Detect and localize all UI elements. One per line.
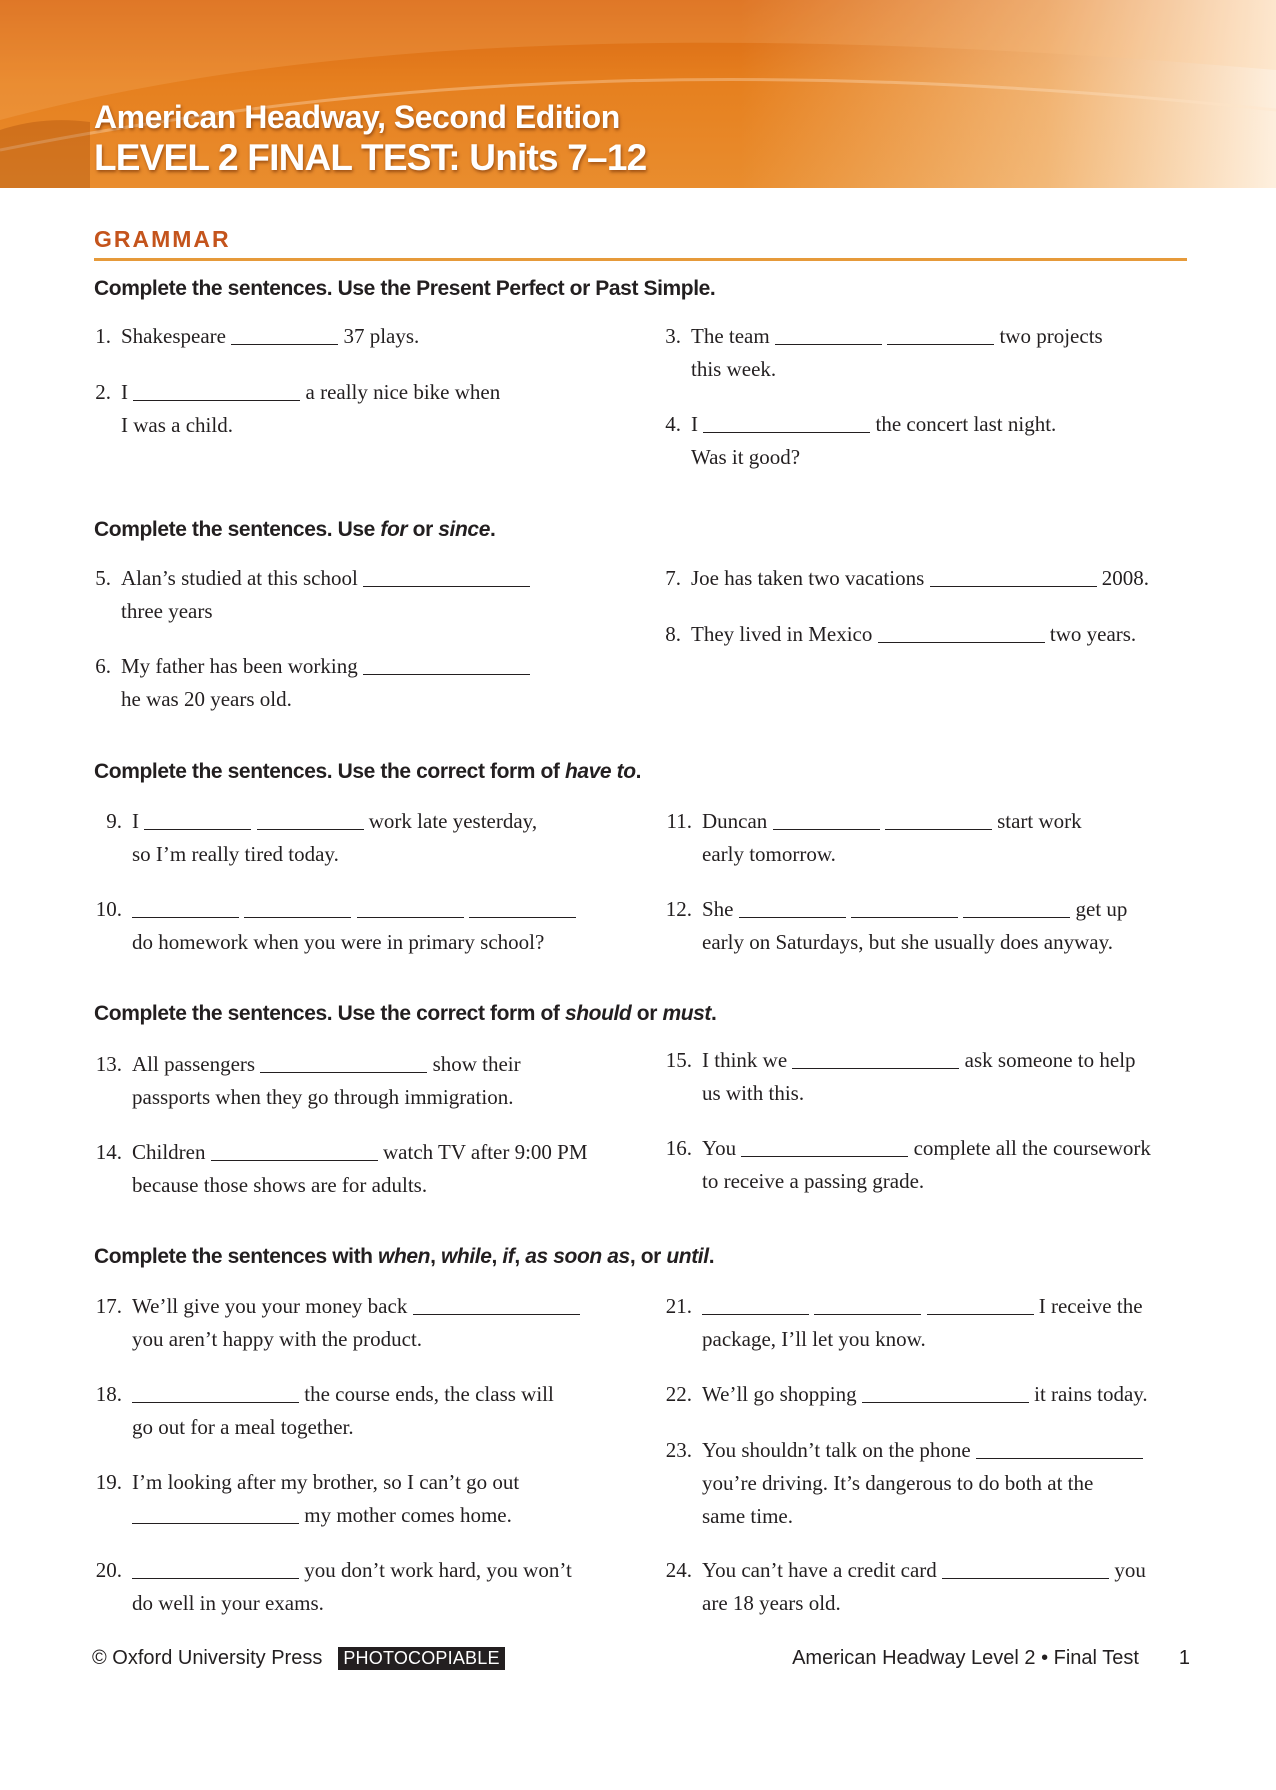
header-banner [0,0,1276,188]
page-number: 1 [1178,1647,1190,1669]
answer-blank[interactable] [132,916,239,918]
answer-blank[interactable] [775,343,882,345]
question-number: 7. [665,566,681,590]
answer-blank[interactable] [211,1159,378,1161]
question-18: 18. the course ends, the class will go out for a meal together. [94,1378,554,1444]
question-number: 24. [665,1558,692,1582]
answer-blank[interactable] [702,1313,809,1315]
header-title: American Headway, Second Edition [94,99,620,135]
question-number: 18. [95,1382,122,1406]
footer-right [792,1647,1190,1670]
answer-blank[interactable] [942,1577,1109,1579]
answer-blank[interactable] [887,343,994,345]
instruction-conjunctions: Complete the sentences with when, while, if, as soon as, or until. [94,1245,715,1268]
copyright-text: © Oxford University Press [92,1647,323,1669]
question-number: 5. [95,566,111,590]
answer-blank[interactable] [792,1067,959,1069]
answer-blank[interactable] [862,1401,1029,1403]
question-16: 16. You complete all the coursework to receive a passing grade. [664,1132,1151,1198]
question-14: 14. Children watch TV after 9:00 PM because those shows are for adults. [94,1136,588,1202]
question-7: 7. Joe has taken two vacations 2008. [664,562,1149,595]
answer-blank[interactable] [930,585,1097,587]
question-number: 10. [95,897,122,921]
question-number: 21. [665,1294,692,1318]
question-12: 12. She get up early on Saturdays, but she usually does anyway. [664,893,1127,959]
question-number: 6. [95,654,111,678]
answer-blank[interactable] [814,1313,921,1315]
question-15: 15. I think we ask someone to help us with this. [664,1044,1136,1110]
answer-blank[interactable] [244,916,351,918]
answer-blank[interactable] [231,343,338,345]
answer-blank[interactable] [132,1522,299,1524]
answer-blank[interactable] [927,1313,1034,1315]
question-9: 9. I work late yesterday, so I’m really tired today. [94,805,537,871]
question-number: 9. [106,809,122,833]
question-number: 22. [665,1382,692,1406]
answer-blank[interactable] [963,916,1070,918]
answer-blank[interactable] [133,399,300,401]
question-20: 20. you don’t work hard, you won’t do well in your exams. [94,1554,572,1620]
answer-blank[interactable] [363,585,530,587]
instruction-should-must: Complete the sentences. Use the correct form of should or must. [94,1002,717,1025]
question-number: 14. [95,1140,122,1164]
question-21: 21. I receive the package, I’ll let you know. [664,1290,1143,1356]
answer-blank[interactable] [878,641,1045,643]
question-6: 6. My father has been working he was 20 years old. [94,650,530,716]
answer-blank[interactable] [144,828,251,830]
question-number: 20. [95,1558,122,1582]
question-number: 1. [95,324,111,348]
answer-blank[interactable] [885,828,992,830]
answer-blank[interactable] [739,916,846,918]
question-11: 11. Duncan start work early tomorrow. [664,805,1082,871]
answer-blank[interactable] [132,1577,299,1579]
answer-blank[interactable] [257,828,364,830]
answer-blank[interactable] [773,828,880,830]
answer-blank[interactable] [413,1313,580,1315]
answer-blank[interactable] [132,1401,299,1403]
question-number: 16. [665,1136,692,1160]
question-number: 12. [665,897,692,921]
answer-blank[interactable] [363,673,530,675]
question-8: 8. They lived in Mexico two years. [664,618,1136,651]
question-19: 19. I’m looking after my brother, so I can’t go out my mother comes home. [94,1466,519,1532]
answer-blank[interactable] [703,431,870,433]
instruction-for-since: Complete the sentences. Use for or since. [94,518,496,541]
section-divider [94,258,1187,261]
instruction-have-to: Complete the sentences. Use the correct form of have to. [94,760,642,783]
question-4: 4. I the concert last night. Was it good? [664,408,1056,474]
question-2: 2. I a really nice bike when I was a child. [94,376,500,442]
question-3: 3. The team two projects this week. [664,320,1103,386]
question-number: 13. [95,1052,122,1076]
photocopiable-badge: PHOTOCOPIABLE [338,1647,504,1670]
question-5: 5. Alan’s studied at this school three years [94,562,530,628]
question-number: 15. [665,1048,692,1072]
question-number: 8. [665,622,681,646]
question-13: 13. All passengers show their passports when they go through immigration. [94,1048,521,1114]
question-1: 1. Shakespeare 37 plays. [94,320,419,353]
question-number: 11. [666,809,692,833]
question-24: 24. You can’t have a credit card you are 18 years old. [664,1554,1146,1620]
question-10: 10. do homework when you were in primary school? [94,893,576,959]
answer-blank[interactable] [357,916,464,918]
question-number: 19. [95,1470,122,1494]
header-subtitle: LEVEL 2 FINAL TEST: Units 7–12 [94,137,647,178]
question-number: 23. [665,1438,692,1462]
answer-blank[interactable] [469,916,576,918]
question-23: 23. You shouldn’t talk on the phone you’re driving. It’s dangerous to do both at the same time. [664,1434,1143,1533]
footer-left [92,1647,505,1670]
answer-blank[interactable] [851,916,958,918]
instruction-present-perfect: Complete the sentences. Use the Present Perfect or Past Simple. [94,277,716,300]
answer-blank[interactable] [260,1071,427,1073]
question-22: 22. We’ll go shopping it rains today. [664,1378,1148,1411]
answer-blank[interactable] [741,1155,908,1157]
question-number: 3. [665,324,681,348]
answer-blank[interactable] [976,1457,1143,1459]
question-number: 17. [95,1294,122,1318]
question-17: 17. We’ll give you your money back you aren’t happy with the product. [94,1290,580,1356]
question-number: 2. [95,380,111,404]
question-number: 4. [665,412,681,436]
book-title-footer: American Headway Level 2 • Final Test [792,1647,1139,1669]
section-heading: GRAMMAR [94,226,231,252]
